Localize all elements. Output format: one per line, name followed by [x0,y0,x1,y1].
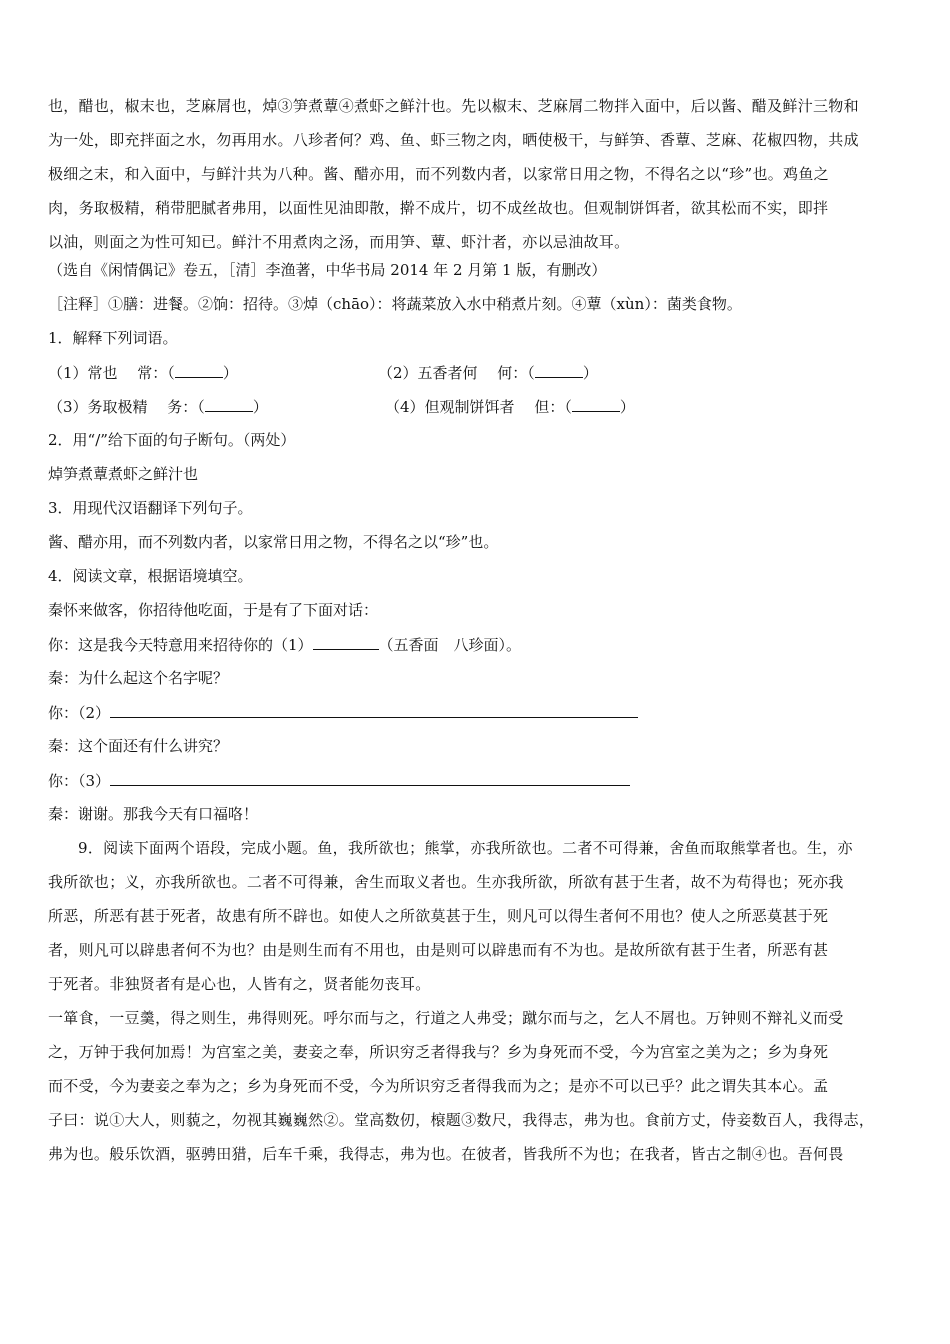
notes: ［注释］①膳：进餐。②饷：招待。③焯（chāo）：将蔬菜放入水中稍煮片刻。④蕈（xùn）：菌类食物。 [48,295,742,313]
question-2-title: 2．用“/”给下面的句子断句。（两处） [48,431,296,449]
passage-line: 弗为也。般乐饮酒，驱骋田猎，后车千乘，我得志，弗为也。在彼者，皆我所不为也；在我者，皆古之制④也。吾何畏 [48,1145,844,1163]
question-1-row [48,362,908,382]
passage-line: 者，则凡可以辟患者何不为也？由是则生而有不用也，由是则可以辟患而有不为也。是故所欲有甚于生者，所恶有甚 [48,941,829,959]
answer-blank[interactable] [572,396,620,412]
question-2-sentence: 焯笋煮蕈煮虾之鲜汁也 [48,465,199,483]
passage-line: 以油，则面之为性可知已。鲜汁不用煮肉之汤，而用笋、蕈、虾汁者，亦以忌油故耳。 [48,233,630,251]
answer-blank[interactable] [535,362,583,378]
passage-line: 为一处，即充拌面之水，勿再用水。八珍者何？鸡、鱼、虾三物之肉，晒使极干，与鲜笋、香蕈、芝麻、花椒四物，共成 [48,131,859,149]
dialogue-line: 你：（3） [48,770,908,790]
dialogue-line: 你：（2） [48,702,908,722]
question-1-row [48,396,908,416]
question-3-sentence: 酱、醋亦用，而不列数内者，以家常日用之物，不得名之以“珍”也。 [48,533,499,551]
question-1-title: 1．解释下列词语。 [48,329,178,347]
passage-line: 我所欲也；义，亦我所欲也。二者不可得兼，舍生而取义者也。生亦我所欲，所欲有甚于生者，故不为苟得也；死亦我 [48,873,844,891]
passage-line: 于死者。非独贤者有是心也，人皆有之，贤者能勿丧耳。 [48,975,431,993]
answer-blank[interactable] [205,396,253,412]
passage-9 [48,838,908,1164]
passage-line: 极细之末，和入面中，与鲜汁共为八种。酱、醋亦用，而不列数内者，以家常日用之物，不得名之以“珍”也。鸡鱼之 [48,165,829,183]
passage-line: 肉，务取极精，稍带肥腻者弗用，以面性见油即散，擀不成片，切不成丝故也。但观制饼饵者，欲其松而不实，即拌 [48,199,829,217]
passage-line: 也，醋也，椒末也，芝麻屑也，焯③笋煮蕈④煮虾之鲜汁也。先以椒末、芝麻屑二物拌入面中，后以酱、醋及鲜汁三物和 [48,97,859,115]
answer-blank[interactable] [110,770,630,786]
question-4-title: 4．阅读文章，根据语境填空。 [48,567,253,585]
passage-line: 而不受，今为妻妾之奉为之；乡为身死而不受，今为所识穷乏者得我而为之；是亦不可以已乎？此之谓失其本心。孟 [48,1077,829,1095]
dialogue-line: 秦：谢谢。那我今天有口福咯！ [48,805,259,823]
question-3-title: 3．用现代汉语翻译下列句子。 [48,499,253,517]
dialogue-line: 秦：为什么起这个名字呢？ [48,669,229,687]
document-page [48,96,908,1178]
passage-1 [48,96,908,252]
answer-blank[interactable] [110,702,638,718]
question-4-intro: 秦怀来做客，你招待他吃面，于是有了下面对话： [48,601,379,619]
passage-line: 9．阅读下面两个语段，完成小题。鱼，我所欲也；熊掌，亦我所欲也。二者不可得兼，舍鱼而取熊掌者也。生，亦 [78,839,853,857]
q1-item-2: （2）五香者何 何：（ ） [378,364,598,382]
passage-line: 子曰：说①大人，则藐之，勿视其巍巍然②。堂高数仞，榱题③数尺，我得志，弗为也。食前方丈，侍妾数百人，我得志， [48,1111,875,1129]
dialogue-line: 你：这是我今天特意用来招待你的（1） （五香面 八珍面）。 [48,636,522,654]
answer-blank[interactable] [313,634,379,650]
passage-line: 所恶，所恶有甚于死者，故患有所不辟也。如使人之所欲莫甚于生，则凡可以得生者何不用也？使人之所恶莫甚于死 [48,907,829,925]
q1-item-1: （1）常也 常：（ ） [48,364,238,382]
answer-blank[interactable] [175,362,223,378]
passage-line: 一箪食，一豆羹，得之则生，弗得则死。呼尔而与之，行道之人弗受；蹴尔而与之，乞人不屑也。万钟则不辩礼义而受 [48,1009,844,1027]
q1-item-4: （4）但观制饼饵者 但：（ ） [385,398,635,416]
passage-line: 之，万钟于我何加焉！为宫室之美，妻妾之奉，所识穷乏者得我与？乡为身死而不受，今为宫室之美为之；乡为身死 [48,1043,829,1061]
dialogue-line: 秦：这个面还有什么讲究？ [48,737,229,755]
q1-item-3: （3）务取极精 务：（ ） [48,398,268,416]
source-citation: （选自《闲情偶记》卷五，［清］李渔著，中华书局 2014 年 2 月第 1 版，有删改） [48,261,607,279]
